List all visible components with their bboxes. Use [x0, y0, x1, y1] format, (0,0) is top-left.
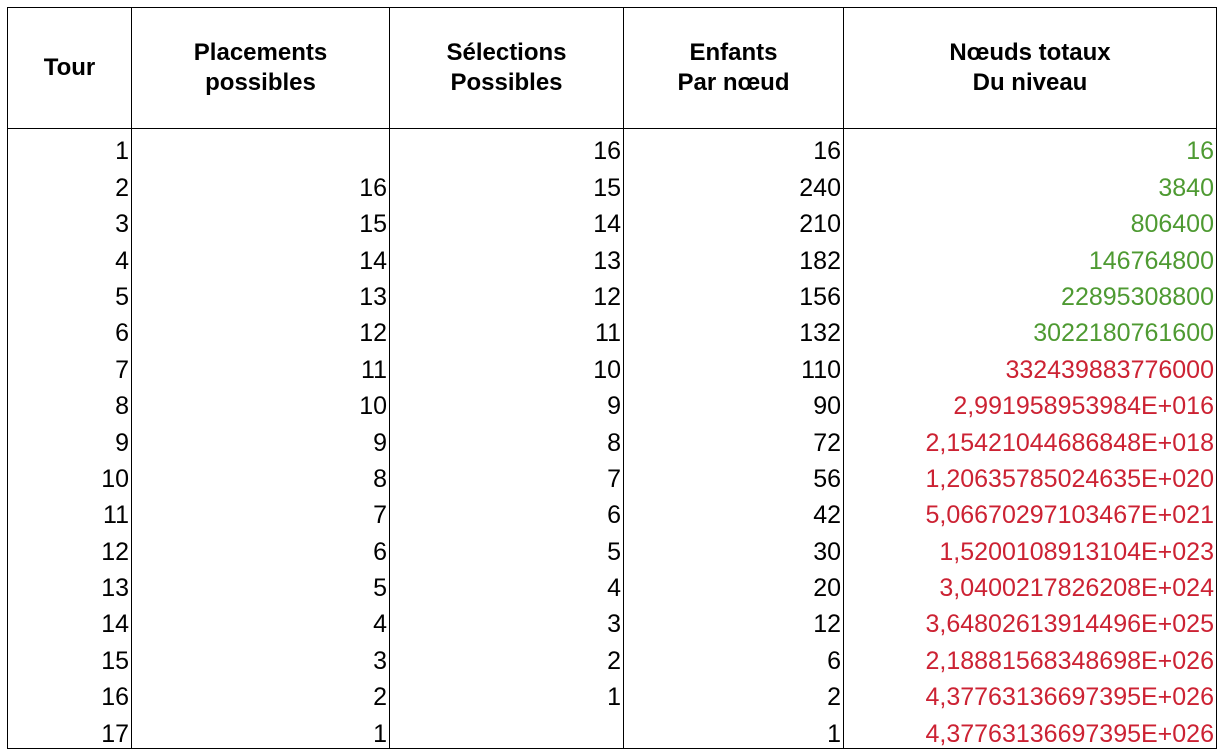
- cell-tour[interactable]: 11: [8, 493, 132, 529]
- cell-total[interactable]: 3840: [844, 165, 1217, 201]
- cell-tour[interactable]: 5: [8, 275, 132, 311]
- cell-tour[interactable]: 2: [8, 165, 132, 201]
- cell-children[interactable]: 16: [624, 129, 844, 166]
- cell-tour[interactable]: 3: [8, 202, 132, 238]
- table-body: [8, 129, 1217, 749]
- cell-total[interactable]: 2,15421044686848E+018: [844, 420, 1217, 456]
- cell-children[interactable]: 132: [624, 311, 844, 347]
- cell-total[interactable]: 16: [844, 129, 1217, 166]
- cell-placements[interactable]: 11: [132, 347, 390, 383]
- cell-selections[interactable]: 11: [390, 311, 624, 347]
- header-selections[interactable]: Sélections Possibles: [390, 8, 624, 129]
- cell-placements[interactable]: 3: [132, 638, 390, 674]
- cell-placements[interactable]: 1: [132, 711, 390, 748]
- cell-placements[interactable]: 16: [132, 165, 390, 201]
- cell-tour[interactable]: 14: [8, 602, 132, 638]
- cell-tour[interactable]: 16: [8, 675, 132, 711]
- cell-placements[interactable]: 12: [132, 311, 390, 347]
- table-row: [8, 129, 1217, 166]
- table-row: [8, 311, 1217, 347]
- table-row: [8, 529, 1217, 565]
- cell-total[interactable]: 3,64802613914496E+025: [844, 602, 1217, 638]
- cell-total[interactable]: 5,06670297103467E+021: [844, 493, 1217, 529]
- cell-selections[interactable]: 15: [390, 165, 624, 201]
- table-row: [8, 384, 1217, 420]
- cell-tour[interactable]: 10: [8, 457, 132, 493]
- cell-tour[interactable]: 9: [8, 420, 132, 456]
- cell-selections[interactable]: 6: [390, 493, 624, 529]
- header-total[interactable]: Nœuds totaux Du niveau: [844, 8, 1217, 129]
- cell-selections[interactable]: 14: [390, 202, 624, 238]
- cell-tour[interactable]: 13: [8, 566, 132, 602]
- table-row: [8, 202, 1217, 238]
- cell-placements[interactable]: 15: [132, 202, 390, 238]
- cell-selections[interactable]: 2: [390, 638, 624, 674]
- cell-selections[interactable]: 13: [390, 238, 624, 274]
- cell-total[interactable]: 2,991958953984E+016: [844, 384, 1217, 420]
- cell-placements[interactable]: 13: [132, 275, 390, 311]
- table-row: [8, 275, 1217, 311]
- table-row: [8, 493, 1217, 529]
- cell-total[interactable]: 3,0400217826208E+024: [844, 566, 1217, 602]
- cell-selections[interactable]: 9: [390, 384, 624, 420]
- cell-selections[interactable]: 16: [390, 129, 624, 166]
- cell-selections[interactable]: 12: [390, 275, 624, 311]
- cell-tour[interactable]: 6: [8, 311, 132, 347]
- cell-children[interactable]: 240: [624, 165, 844, 201]
- cell-placements[interactable]: 10: [132, 384, 390, 420]
- cell-children[interactable]: 20: [624, 566, 844, 602]
- cell-selections[interactable]: 1: [390, 675, 624, 711]
- cell-total[interactable]: 146764800: [844, 238, 1217, 274]
- header-row: [8, 8, 1217, 129]
- cell-children[interactable]: 12: [624, 602, 844, 638]
- table-row: [8, 420, 1217, 456]
- cell-children[interactable]: 1: [624, 711, 844, 748]
- cell-total[interactable]: 1,20635785024635E+020: [844, 457, 1217, 493]
- table-row: [8, 566, 1217, 602]
- cell-total[interactable]: 332439883776000: [844, 347, 1217, 383]
- cell-placements[interactable]: 2: [132, 675, 390, 711]
- cell-selections[interactable]: 3: [390, 602, 624, 638]
- table-row: [8, 165, 1217, 201]
- cell-children[interactable]: 90: [624, 384, 844, 420]
- cell-tour[interactable]: 7: [8, 347, 132, 383]
- header-tour[interactable]: Tour: [8, 8, 132, 129]
- cell-placements[interactable]: 8: [132, 457, 390, 493]
- cell-children[interactable]: 56: [624, 457, 844, 493]
- cell-tour[interactable]: 15: [8, 638, 132, 674]
- cell-placements[interactable]: 14: [132, 238, 390, 274]
- cell-selections[interactable]: 8: [390, 420, 624, 456]
- cell-placements[interactable]: 7: [132, 493, 390, 529]
- cell-total[interactable]: 22895308800: [844, 275, 1217, 311]
- table-row: [8, 675, 1217, 711]
- cell-selections[interactable]: 5: [390, 529, 624, 565]
- cell-total[interactable]: 3022180761600: [844, 311, 1217, 347]
- cell-children[interactable]: 110: [624, 347, 844, 383]
- cell-children[interactable]: 156: [624, 275, 844, 311]
- cell-tour[interactable]: 17: [8, 711, 132, 748]
- cell-tour[interactable]: 1: [8, 129, 132, 166]
- cell-total[interactable]: 4,37763136697395E+026: [844, 675, 1217, 711]
- cell-placements[interactable]: [132, 129, 390, 166]
- cell-children[interactable]: 2: [624, 675, 844, 711]
- cell-total[interactable]: 806400: [844, 202, 1217, 238]
- cell-placements[interactable]: 4: [132, 602, 390, 638]
- table-row: [8, 638, 1217, 674]
- cell-children[interactable]: 182: [624, 238, 844, 274]
- table-row: [8, 238, 1217, 274]
- cell-selections[interactable]: [390, 711, 624, 748]
- cell-children[interactable]: 30: [624, 529, 844, 565]
- cell-children[interactable]: 210: [624, 202, 844, 238]
- table-row: [8, 711, 1217, 748]
- cell-tour[interactable]: 12: [8, 529, 132, 565]
- cell-tour[interactable]: 4: [8, 238, 132, 274]
- cell-total[interactable]: 1,5200108913104E+023: [844, 529, 1217, 565]
- header-children[interactable]: Enfants Par nœud: [624, 8, 844, 129]
- cell-children[interactable]: 42: [624, 493, 844, 529]
- cell-children[interactable]: 72: [624, 420, 844, 456]
- cell-selections[interactable]: 10: [390, 347, 624, 383]
- table-row: [8, 347, 1217, 383]
- cell-placements[interactable]: 5: [132, 566, 390, 602]
- cell-placements[interactable]: 9: [132, 420, 390, 456]
- table-row: [8, 602, 1217, 638]
- nodes-table: [7, 7, 1217, 749]
- cell-total[interactable]: 2,18881568348698E+026: [844, 638, 1217, 674]
- header-placements[interactable]: Placements possibles: [132, 8, 390, 129]
- cell-placements[interactable]: 6: [132, 529, 390, 565]
- cell-selections[interactable]: 4: [390, 566, 624, 602]
- cell-selections[interactable]: 7: [390, 457, 624, 493]
- cell-children[interactable]: 6: [624, 638, 844, 674]
- cell-tour[interactable]: 8: [8, 384, 132, 420]
- table-row: [8, 457, 1217, 493]
- cell-total[interactable]: 4,37763136697395E+026: [844, 711, 1217, 748]
